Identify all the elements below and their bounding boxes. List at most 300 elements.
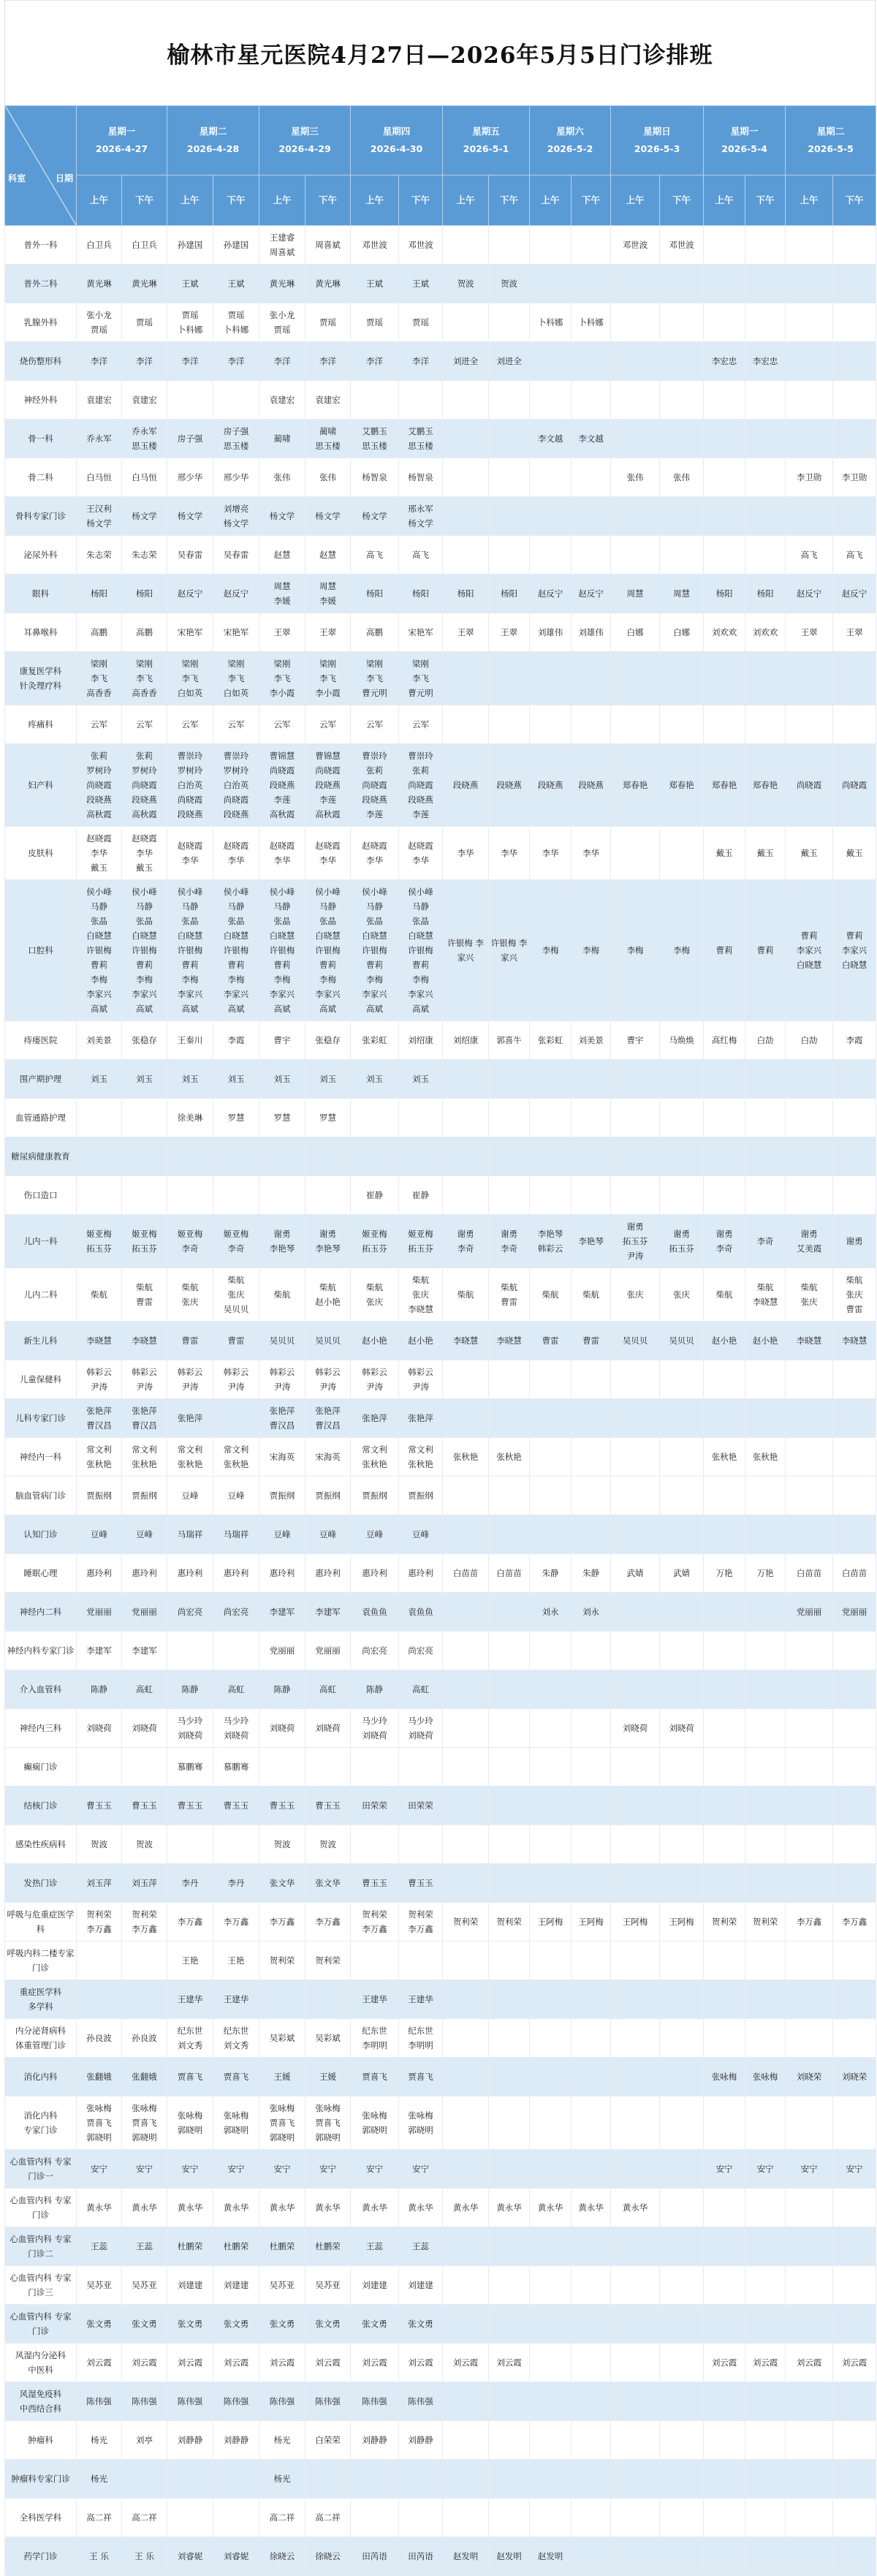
morning-doctor-cell: 陈静 (259, 1670, 305, 1709)
morning-doctor-cell (530, 1477, 572, 1515)
afternoon-doctor-cell: 武婧 (660, 1554, 704, 1593)
morning-doctor-cell: 贾瑶 (351, 303, 399, 342)
afternoon-doctor-cell (660, 2096, 704, 2150)
afternoon-doctor-cell: 白劼 (745, 1021, 786, 1060)
afternoon-doctor-cell: 张艳萍 曹汉昌 (305, 1399, 351, 1438)
morning-doctor-cell: 曹雷 (530, 1322, 572, 1360)
afternoon-doctor-cell: 万艳 (745, 1554, 786, 1593)
morning-doctor-cell: 党丽丽 (786, 1593, 833, 1632)
afternoon-doctor-cell: 房子强 思玉楼 (213, 420, 259, 458)
morning-doctor-cell: 贺波 (443, 265, 489, 303)
afternoon-doctor-cell: 高虹 (122, 1670, 167, 1709)
afternoon-doctor-cell: 卜科娜 (572, 303, 611, 342)
morning-doctor-cell (786, 1787, 833, 1825)
afternoon-doctor-cell (745, 1787, 786, 1825)
afternoon-doctor-cell: 云军 (305, 705, 351, 744)
morning-doctor-cell: 张伟 (259, 458, 305, 497)
morning-doctor-cell (786, 2421, 833, 2460)
table-row (5, 2227, 876, 2266)
morning-doctor-cell (530, 1360, 572, 1399)
afternoon-doctor-cell (572, 1632, 611, 1670)
day-header (530, 106, 611, 175)
table-row (5, 2058, 876, 2096)
morning-doctor-cell: 安宁 (351, 2150, 399, 2189)
morning-doctor-cell: 王斌 (351, 265, 399, 303)
afternoon-doctor-cell (660, 652, 704, 705)
morning-doctor-cell: 朱志荣 (77, 536, 122, 575)
department-name: 耳鼻喉科 (5, 613, 77, 652)
afternoon-doctor-cell (660, 1515, 704, 1554)
afternoon-doctor-cell: 李奇 (745, 1215, 786, 1268)
department-name: 呼吸与危重症医学科 (5, 1903, 77, 1942)
afternoon-doctor-cell (660, 420, 704, 458)
morning-doctor-cell (443, 2382, 489, 2421)
afternoon-doctor-cell: 安宁 (305, 2150, 351, 2189)
afternoon-doctor-cell: 曹玉玉 (399, 1864, 443, 1903)
afternoon-doctor-cell: 高鹏 (122, 613, 167, 652)
morning-doctor-cell: 袁鱼鱼 (351, 1593, 399, 1632)
afternoon-doctor-cell (213, 2499, 259, 2537)
morning-doctor-cell: 杨光 (259, 2460, 305, 2499)
afternoon-doctor-cell: 刘永 (572, 1593, 611, 1632)
afternoon-doctor-cell: 王 乐 (122, 2537, 167, 2576)
afternoon-doctor-cell (833, 2421, 876, 2460)
afternoon-doctor-cell: 吴苏亚 (122, 2266, 167, 2305)
morning-doctor-cell: 黄永华 (611, 2189, 660, 2227)
afternoon-doctor-cell (833, 497, 876, 536)
afternoon-doctor-cell: 王艳 (213, 1942, 259, 1980)
morning-doctor-cell: 李洋 (77, 342, 122, 381)
morning-doctor-cell: 徐美琳 (167, 1099, 213, 1137)
morning-doctor-cell (443, 1670, 489, 1709)
afternoon-doctor-cell: 李晓慧 (489, 1322, 530, 1360)
afternoon-doctor-cell (660, 1748, 704, 1787)
afternoon-doctor-cell (572, 2019, 611, 2058)
afternoon-doctor-cell (489, 1515, 530, 1554)
afternoon-doctor-cell: 贺利荣 (305, 1942, 351, 1980)
morning-doctor-cell: 纪东世 李明明 (351, 2019, 399, 2058)
morning-doctor-cell: 王建华 (167, 1980, 213, 2019)
morning-doctor-cell: 黄光琳 (259, 265, 305, 303)
morning-doctor-cell (704, 1632, 745, 1670)
afternoon-doctor-cell: 李宏忠 (745, 342, 786, 381)
afternoon-doctor-cell: 侯小峰 马静 张晶 白晓慧 许银梅 曹莉 李梅 李家兴 高斌 (122, 880, 167, 1021)
morning-doctor-cell (704, 303, 745, 342)
morning-doctor-cell: 贺利荣 (443, 1903, 489, 1942)
afternoon-doctor-cell: 田芮语 (399, 2537, 443, 2576)
afternoon-doctor-cell: 邓世波 (399, 226, 443, 265)
afternoon-doctor-cell: 赵反宁 (213, 575, 259, 613)
morning-doctor-cell: 张咏梅 (704, 2058, 745, 2096)
morning-doctor-cell: 高飞 (786, 536, 833, 575)
morning-doctor-cell (611, 1593, 660, 1632)
afternoon-doctor-cell (572, 342, 611, 381)
morning-doctor-cell (443, 1787, 489, 1825)
morning-doctor-cell (443, 1632, 489, 1670)
afternoon-doctor-cell: 邓世波 (660, 226, 704, 265)
afternoon-doctor-cell: 杨阳 (399, 575, 443, 613)
morning-doctor-cell: 杨阳 (704, 575, 745, 613)
morning-doctor-cell: 韩彩云 尹涛 (167, 1360, 213, 1399)
morning-doctor-cell (786, 1980, 833, 2019)
morning-doctor-cell: 刘云霞 (351, 2344, 399, 2382)
afternoon-doctor-cell (833, 2227, 876, 2266)
weekday-label: 星期二 (199, 126, 227, 137)
afternoon-doctor-cell: 姬亚梅 拓玉芬 (122, 1215, 167, 1268)
afternoon-doctor-cell: 刘玉 (305, 1060, 351, 1099)
afternoon-doctor-cell (660, 381, 704, 420)
afternoon-doctor-cell: 贾喜飞 (399, 2058, 443, 2096)
morning-doctor-cell: 曹雷 (167, 1322, 213, 1360)
morning-doctor-cell: 柴航 (443, 1268, 489, 1322)
morning-doctor-cell: 周慧 李媛 (259, 575, 305, 613)
department-name: 骨二科 (5, 458, 77, 497)
afternoon-doctor-cell: 戴玉 (745, 827, 786, 880)
morning-doctor-cell (611, 536, 660, 575)
afternoon-doctor-cell: 李晓慧 (833, 1322, 876, 1360)
afternoon-doctor-cell: 刘睿妮 (213, 2537, 259, 2576)
morning-doctor-cell: 安宁 (259, 2150, 305, 2189)
morning-doctor-cell (443, 303, 489, 342)
afternoon-doctor-cell: 宋海英 (305, 1438, 351, 1477)
department-name: 神经内科专家门诊 (5, 1632, 77, 1670)
morning-doctor-cell: 张艳萍 曹汉昌 (77, 1399, 122, 1438)
table-row (5, 1060, 876, 1099)
morning-doctor-cell: 姬亚梅 李奇 (167, 1215, 213, 1268)
morning-doctor-cell: 安宁 (786, 2150, 833, 2189)
morning-doctor-cell: 曹玉玉 (167, 1787, 213, 1825)
department-name: 眼科 (5, 575, 77, 613)
morning-doctor-cell: 张艳萍 曹汉昌 (259, 1399, 305, 1438)
afternoon-doctor-cell (489, 1477, 530, 1515)
morning-doctor-cell: 尚晓霞 (786, 744, 833, 827)
morning-doctor-cell: 张咏梅 郭晓明 (167, 2096, 213, 2150)
morning-doctor-cell: 贺利荣 李万鑫 (77, 1903, 122, 1942)
afternoon-doctor-cell (572, 705, 611, 744)
afternoon-doctor-cell: 吴春雷 (213, 536, 259, 575)
afternoon-doctor-cell (572, 1942, 611, 1980)
morning-doctor-cell (704, 2266, 745, 2305)
afternoon-doctor-cell (660, 2189, 704, 2227)
morning-doctor-cell: 张文勇 (77, 2305, 122, 2344)
table-row (5, 575, 876, 613)
afternoon-doctor-cell (572, 1515, 611, 1554)
morning-doctor-cell: 杨文学 (259, 497, 305, 536)
department-name: 脑血管病门诊 (5, 1477, 77, 1515)
morning-doctor-cell (443, 2058, 489, 2096)
morning-doctor-cell (443, 1176, 489, 1215)
date-label: 2026-4-27 (95, 143, 148, 154)
afternoon-doctor-cell: 艾鹏玉 思玉楼 (399, 420, 443, 458)
department-name: 发热门诊 (5, 1864, 77, 1903)
department-name: 血管通路护理 (5, 1099, 77, 1137)
morning-doctor-cell (704, 1787, 745, 1825)
morning-doctor-cell: 吴苏亚 (77, 2266, 122, 2305)
afternoon-doctor-cell (660, 827, 704, 880)
afternoon-doctor-cell (489, 536, 530, 575)
afternoon-doctor-cell (833, 1060, 876, 1099)
afternoon-doctor-cell: 袁建宏 (122, 381, 167, 420)
afternoon-doctor-cell: 杜鹏荣 (305, 2227, 351, 2266)
table-row (5, 1477, 876, 1515)
morning-doctor-cell (611, 2266, 660, 2305)
afternoon-doctor-cell: 段晓燕 (572, 744, 611, 827)
morning-doctor-cell (611, 420, 660, 458)
afternoon-doctor-cell (660, 2227, 704, 2266)
table-row (5, 880, 876, 1021)
morning-doctor-cell: 戴玉 (704, 827, 745, 880)
morning-doctor-cell: 张咏梅 郭晓明 (351, 2096, 399, 2150)
morning-doctor-cell: 惠玲利 (259, 1554, 305, 1593)
afternoon-doctor-cell: 贾喜飞 (213, 2058, 259, 2096)
afternoon-doctor-cell (833, 1787, 876, 1825)
morning-doctor-cell: 柴航 张庆 (167, 1268, 213, 1322)
morning-doctor-cell: 刘建建 (351, 2266, 399, 2305)
afternoon-doctor-cell: 田荣荣 (399, 1787, 443, 1825)
afternoon-doctor-cell: 李洋 (305, 342, 351, 381)
morning-doctor-cell (611, 303, 660, 342)
afternoon-doctor-cell: 柴航 李晓慧 (745, 1268, 786, 1322)
afternoon-doctor-cell: 张莉 罗树玲 尚晓霞 段晓燕 高秋霞 (122, 744, 167, 827)
afternoon-doctor-cell (572, 265, 611, 303)
afternoon-doctor-cell: 刘玉 (122, 1060, 167, 1099)
morning-doctor-cell: 赵反宁 (167, 575, 213, 613)
afternoon-doctor-cell (660, 265, 704, 303)
morning-doctor-cell: 白卫兵 (77, 226, 122, 265)
morning-doctor-cell: 黄永华 (443, 2189, 489, 2227)
morning-doctor-cell: 侯小峰 马静 张晶 白晓慧 许银梅 曹莉 李梅 李家兴 高斌 (259, 880, 305, 1021)
morning-doctor-cell: 柴航 张庆 (786, 1268, 833, 1322)
table-body (5, 226, 876, 2576)
afternoon-doctor-cell (833, 1099, 876, 1137)
morning-doctor-cell (530, 2344, 572, 2382)
afternoon-doctor-cell (572, 1748, 611, 1787)
afternoon-doctor-cell: 安宁 (122, 2150, 167, 2189)
morning-doctor-cell: 王媛 (259, 2058, 305, 2096)
afternoon-doctor-cell: 孙建国 (213, 226, 259, 265)
morning-doctor-cell: 王蕊 (77, 2227, 122, 2266)
morning-doctor-cell: 云军 (259, 705, 305, 744)
morning-doctor-cell (530, 2227, 572, 2266)
afternoon-doctor-cell: 常文利 张秋艳 (213, 1438, 259, 1477)
afternoon-doctor-cell: 崔静 (399, 1176, 443, 1215)
morning-doctor-cell: 赵晓霞 李华 (351, 827, 399, 880)
morning-doctor-cell (530, 1942, 572, 1980)
afternoon-doctor-cell: 张文勇 (305, 2305, 351, 2344)
afternoon-doctor-cell: 黄光琳 (122, 265, 167, 303)
afternoon-doctor-cell (572, 2266, 611, 2305)
morning-doctor-cell (611, 1399, 660, 1438)
morning-doctor-cell (704, 1360, 745, 1399)
morning-doctor-cell: 李晓慧 (443, 1322, 489, 1360)
morning-doctor-cell: 张文勇 (259, 2305, 305, 2344)
date-label: 2026-5-3 (634, 143, 680, 154)
afternoon-doctor-cell: 李文越 (572, 420, 611, 458)
morning-doctor-cell: 贾瑶 卜科娜 (167, 303, 213, 342)
morning-header: 上午 (351, 175, 399, 226)
morning-doctor-cell: 李洋 (259, 342, 305, 381)
weekday-label: 星期三 (291, 126, 319, 137)
morning-doctor-cell: 刘玉 (77, 1060, 122, 1099)
morning-doctor-cell (443, 2305, 489, 2344)
afternoon-doctor-cell: 云军 (399, 705, 443, 744)
afternoon-doctor-cell: 高虹 (213, 1670, 259, 1709)
morning-doctor-cell (786, 2189, 833, 2227)
afternoon-doctor-cell: 豆峰 (213, 1477, 259, 1515)
morning-doctor-cell (351, 381, 399, 420)
department-name: 消化内科 (5, 2058, 77, 2096)
afternoon-doctor-cell: 贾振纲 (399, 1477, 443, 1515)
morning-doctor-cell: 张小龙 贾瑶 (77, 303, 122, 342)
afternoon-doctor-cell: 常文利 张秋艳 (399, 1438, 443, 1477)
table-row (5, 613, 876, 652)
afternoon-doctor-cell: 李华 (489, 827, 530, 880)
morning-doctor-cell: 贺利荣 李万鑫 (351, 1903, 399, 1942)
morning-doctor-cell (611, 652, 660, 705)
afternoon-doctor-cell (745, 458, 786, 497)
afternoon-doctor-cell: 黄永华 (213, 2189, 259, 2227)
afternoon-doctor-cell (489, 2421, 530, 2460)
afternoon-doctor-cell: 张翻娥 (122, 2058, 167, 2096)
afternoon-doctor-cell: 李洋 (213, 342, 259, 381)
table-row (5, 1137, 876, 1176)
afternoon-doctor-cell: 李梅 (660, 880, 704, 1021)
afternoon-doctor-cell: 黄永华 (305, 2189, 351, 2227)
morning-doctor-cell: 马少玲 刘晓荷 (351, 1709, 399, 1748)
afternoon-doctor-cell (489, 1980, 530, 2019)
afternoon-doctor-cell: 梁刚 李飞 李小霞 (305, 652, 351, 705)
morning-doctor-cell (786, 1360, 833, 1399)
morning-doctor-cell (443, 1593, 489, 1632)
afternoon-doctor-cell: 王蕊 (399, 2227, 443, 2266)
morning-doctor-cell (786, 652, 833, 705)
afternoon-doctor-cell (745, 1176, 786, 1215)
afternoon-doctor-cell (745, 420, 786, 458)
morning-doctor-cell (704, 1864, 745, 1903)
morning-doctor-cell (611, 2096, 660, 2150)
morning-doctor-cell (786, 1399, 833, 1438)
afternoon-doctor-cell (660, 2382, 704, 2421)
morning-doctor-cell (704, 1748, 745, 1787)
afternoon-doctor-cell (489, 1137, 530, 1176)
afternoon-doctor-cell (489, 1176, 530, 1215)
afternoon-doctor-cell (833, 2537, 876, 2576)
table-row (5, 303, 876, 342)
morning-doctor-cell (443, 420, 489, 458)
afternoon-doctor-cell (305, 2460, 351, 2499)
afternoon-doctor-cell: 张咏梅 (745, 2058, 786, 2096)
morning-doctor-cell: 袁建宏 (259, 381, 305, 420)
afternoon-doctor-cell (489, 1709, 530, 1748)
morning-doctor-cell: 曹玉玉 (77, 1787, 122, 1825)
table-row (5, 2421, 876, 2460)
morning-doctor-cell: 李建军 (259, 1593, 305, 1632)
afternoon-doctor-cell: 段晓燕 (489, 744, 530, 827)
afternoon-doctor-cell (745, 1980, 786, 2019)
afternoon-doctor-cell (489, 2096, 530, 2150)
department-name: 心血管内科 专家门诊二 (5, 2227, 77, 2266)
morning-doctor-cell: 赵慧 (259, 536, 305, 575)
afternoon-doctor-cell: 高二祥 (305, 2499, 351, 2537)
morning-doctor-cell: 王建华 (351, 1980, 399, 2019)
morning-doctor-cell (530, 1438, 572, 1477)
afternoon-doctor-cell (745, 1709, 786, 1748)
department-name: 口腔科 (5, 880, 77, 1021)
table-row (5, 2499, 876, 2537)
afternoon-doctor-cell: 尚宏亮 (213, 1593, 259, 1632)
table-header (5, 106, 876, 226)
afternoon-doctor-cell: 张咏梅 贾喜飞 郭晓明 (122, 2096, 167, 2150)
morning-doctor-cell (704, 1942, 745, 1980)
afternoon-doctor-cell: 贾瑶 卜科娜 (213, 303, 259, 342)
afternoon-doctor-cell (745, 2227, 786, 2266)
afternoon-doctor-cell (745, 1864, 786, 1903)
afternoon-doctor-cell: 李建军 (305, 1593, 351, 1632)
morning-doctor-cell: 豆峰 (77, 1515, 122, 1554)
afternoon-doctor-cell (122, 1748, 167, 1787)
afternoon-doctor-cell: 刘增亮 杨文学 (213, 497, 259, 536)
table-row (5, 1593, 876, 1632)
department-name: 疼痛科 (5, 705, 77, 744)
afternoon-doctor-cell: 郑春艳 (745, 744, 786, 827)
morning-doctor-cell (530, 226, 572, 265)
afternoon-header: 下午 (305, 175, 351, 226)
morning-doctor-cell: 赵晓霞 李华 (167, 827, 213, 880)
morning-doctor-cell: 赵发明 (530, 2537, 572, 2576)
morning-header: 上午 (786, 175, 833, 226)
afternoon-doctor-cell (833, 381, 876, 420)
afternoon-doctor-cell (745, 1942, 786, 1980)
morning-doctor-cell (530, 1864, 572, 1903)
morning-doctor-cell (786, 1060, 833, 1099)
department-name: 结核门诊 (5, 1787, 77, 1825)
morning-doctor-cell: 王 乐 (77, 2537, 122, 2576)
date-label: 2026-5-5 (808, 143, 854, 154)
morning-doctor-cell: 杨光 (77, 2460, 122, 2499)
department-name: 感染性疾病科 (5, 1825, 77, 1864)
department-name: 风湿内分泌科 中医科 (5, 2344, 77, 2382)
afternoon-doctor-cell (660, 536, 704, 575)
morning-doctor-cell: 梁刚 李飞 高香香 (77, 652, 122, 705)
afternoon-doctor-cell (833, 2305, 876, 2344)
morning-doctor-cell: 孙建国 (167, 226, 213, 265)
afternoon-doctor-cell: 梁刚 李飞 高香香 (122, 652, 167, 705)
afternoon-doctor-cell (833, 226, 876, 265)
morning-doctor-cell: 刘云霞 (786, 2344, 833, 2382)
morning-doctor-cell: 曹崇玲 罗树玲 白治英 尚晓霞 段晓燕 (167, 744, 213, 827)
afternoon-doctor-cell: 党丽丽 (833, 1593, 876, 1632)
morning-doctor-cell: 韩彩云 尹涛 (77, 1360, 122, 1399)
afternoon-doctor-cell (660, 1864, 704, 1903)
afternoon-doctor-cell: 王阿梅 (572, 1903, 611, 1942)
afternoon-doctor-cell: 刘美景 (572, 1021, 611, 1060)
morning-doctor-cell (611, 381, 660, 420)
afternoon-doctor-cell: 赵晓霞 李华 (213, 827, 259, 880)
afternoon-doctor-cell (833, 2266, 876, 2305)
afternoon-doctor-cell (572, 536, 611, 575)
morning-doctor-cell (530, 652, 572, 705)
afternoon-doctor-cell (572, 1825, 611, 1864)
afternoon-doctor-cell (833, 652, 876, 705)
afternoon-doctor-cell: 贾振纲 (122, 1477, 167, 1515)
department-name: 痔瘘医院 (5, 1021, 77, 1060)
afternoon-doctor-cell: 刘云霞 (213, 2344, 259, 2382)
afternoon-doctor-cell: 李万鑫 (305, 1903, 351, 1942)
morning-doctor-cell (786, 1137, 833, 1176)
morning-doctor-cell (443, 226, 489, 265)
morning-doctor-cell: 白劼 (786, 1021, 833, 1060)
morning-doctor-cell: 纪东世 刘文秀 (167, 2019, 213, 2058)
